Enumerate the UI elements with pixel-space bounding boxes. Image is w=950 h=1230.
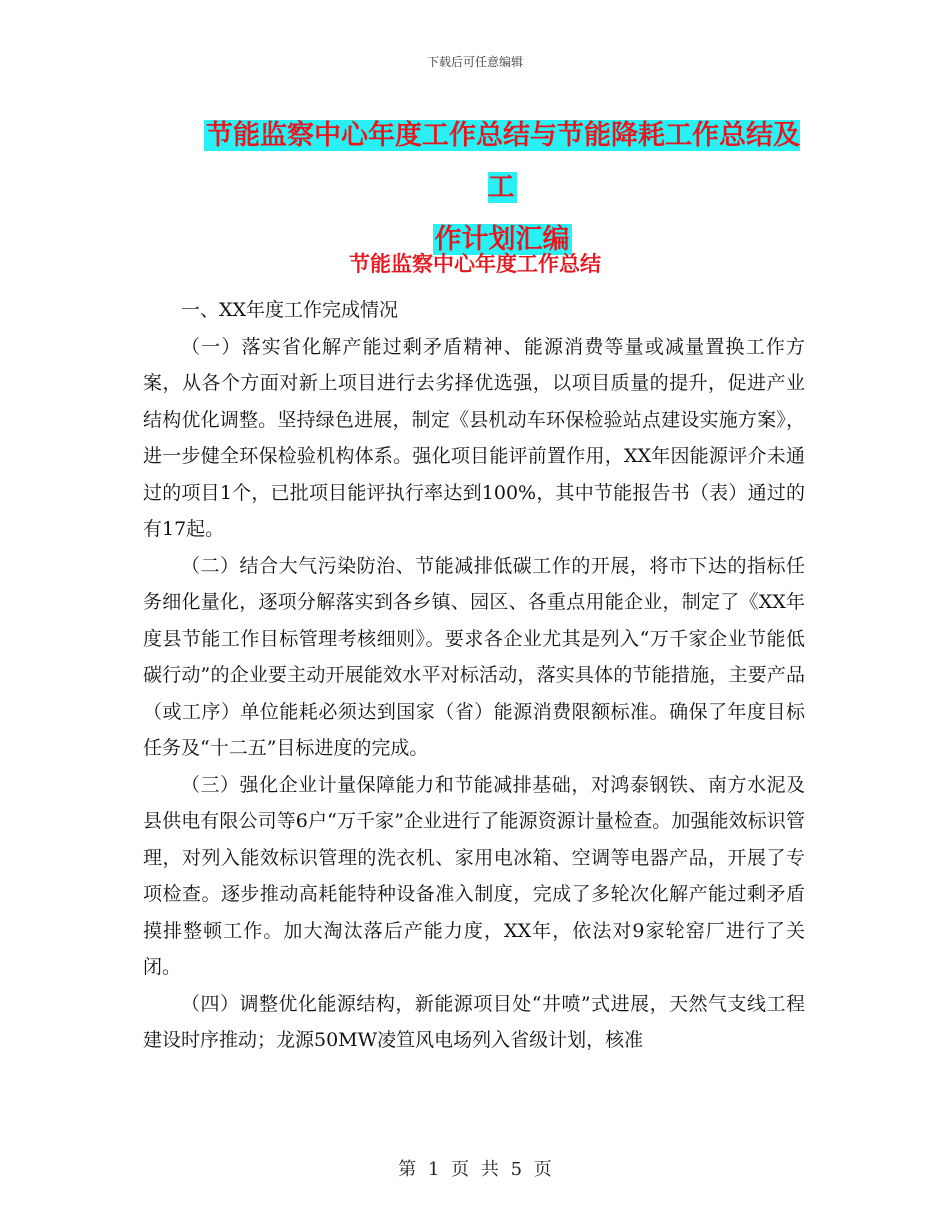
- document-title-line-1: 节能监察中心年度工作总结与节能降耗工作总结及工: [206, 120, 800, 203]
- paragraph-heading: 一、XX年度工作完成情况: [181, 299, 399, 321]
- document-body: [143, 292, 805, 1059]
- document-title: [192, 110, 812, 266]
- paragraph-1: （一）落实省化解产能过剩矛盾精神、能源消费等量或减量置换工作方案，从各个方面对新上项目进行去劣择优选强，以项目质量的提升，促进产业结构优化调整。坚持绿色进展，制定《县机动车环保检验站点建设实施方案》，进一步健全环保检验机构体系。强化项目能评前置作用，XX年因能源评介未通过的项目1个，已批项目能评执行率达到100%，其中节能报告书（表）通过的有17起。: [143, 335, 805, 540]
- paragraph-4: （四）调整优化能源结构，新能源项目处“井喷”式进展，天然气支线工程建设时序推动；龙源50MW凌笪风电场列入省级计划，核准: [143, 992, 805, 1051]
- page-number-footer: 第 1 页 共 5 页: [398, 1159, 552, 1180]
- document-title-line-2: 作计划汇编: [434, 224, 570, 255]
- section-title: 节能监察中心年度工作总结: [349, 251, 601, 276]
- paragraph-2: （二）结合大气污染防治、节能减排低碳工作的开展，将市下达的指标任务细化量化，逐项分解落实到各乡镇、园区、各重点用能企业，制定了《XX年度县节能工作目标管理考核细则》。要求各企业尤其是列入“万千家企业节能低碳行动”的企业要主动开展能效水平对标活动，落实具体的节能措施，主要产品（或工序）单位能耗必须达到国家（省）能源消费限额标准。确保了年度目标任务及“十二五”目标进度的完成。: [143, 554, 805, 759]
- page-header-note: 下载后可任意编辑: [426, 55, 523, 69]
- paragraph-3: （三）强化企业计量保障能力和节能减排基础，对鸿泰钢铁、南方水泥及县供电有限公司等6户“万千家”企业进行了能源资源计量检查。加强能效标识管理，对列入能效标识管理的洗衣机、家用电冰箱、空调等电器产品，开展了专项检查。逐步推动高耗能特种设备准入制度，完成了多轮次化解产能过剩矛盾摸排整顿工作。加大淘汰落后产能力度，XX年，依法对9家轮窑厂进行了关闭。: [143, 773, 805, 978]
